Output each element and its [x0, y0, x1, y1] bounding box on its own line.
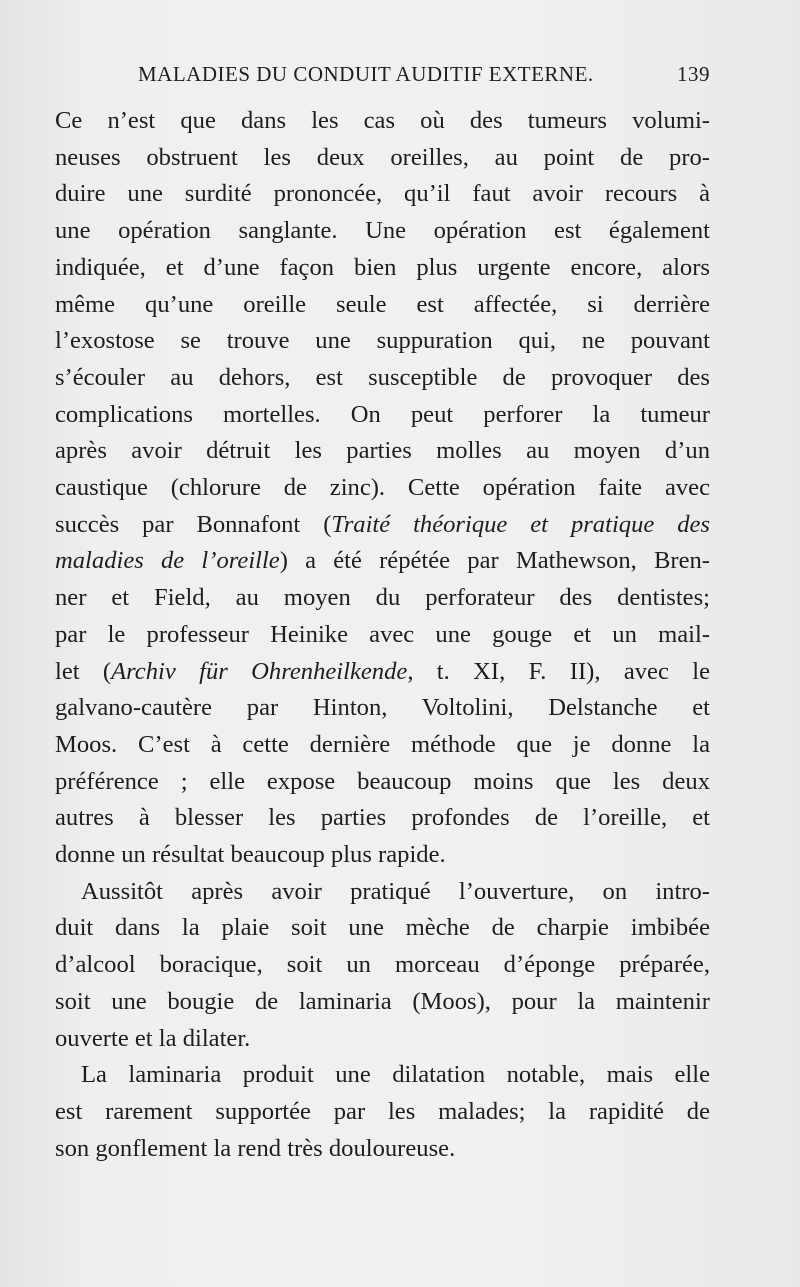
text-line: indiquée, et d’une façon bien plus urgente encore, alors: [55, 253, 710, 281]
text-line: est rarement supportée par les malades; la rapidité de: [55, 1097, 710, 1125]
text-line: La laminaria produit une dilatation notable, mais elle: [81, 1061, 710, 1089]
text-line: [55, 654, 710, 691]
text-line: une opération sanglante. Une opération est également: [55, 217, 710, 245]
text-line: l’exostose se trouve une suppuration qui, ne pouvant: [55, 327, 710, 355]
text-line: préférence ; elle expose beaucoup moins que les deux: [55, 767, 710, 795]
text-line: donne un résultat beaucoup plus rapide.: [55, 841, 446, 869]
italic-title: maladies de l’oreille: [55, 547, 280, 575]
text-line: neuses obstruent les deux oreilles, au point de pro-: [55, 143, 710, 171]
text-line: soit une bougie de laminaria (Moos), pour la maintenir: [55, 987, 710, 1015]
text-fragment: ) a été répétée par Mathewson, Bren-: [279, 547, 710, 575]
text-line: Ce n’est que dans les cas où des tumeurs volumi-: [55, 107, 710, 134]
running-head: [138, 62, 710, 87]
text-line: caustique (chlorure de zinc). Cette opération faite avec: [55, 474, 710, 502]
text-line: après avoir détruit les parties molles au moyen d’un: [55, 437, 710, 465]
body-text: [55, 103, 710, 1167]
text-line: Aussitôt après avoir pratiqué l’ouverture, on intro-: [81, 877, 710, 905]
text-line: complications mortelles. On peut perforer la tumeur: [55, 400, 710, 428]
text-line: [55, 543, 710, 580]
text-line: Moos. C’est à cette dernière méthode que je donne la: [55, 730, 710, 758]
text-line: ouverte et la dilater.: [55, 1024, 251, 1052]
text-line: galvano-cautère par Hinton, Voltolini, Delstanche et: [55, 694, 710, 722]
text-line: duit dans la plaie soit une mèche de charpie imbibée: [55, 914, 710, 942]
text-fragment: , t. XI, F. II), avec le: [407, 657, 710, 685]
text-line: s’écouler au dehors, est susceptible de provoquer des: [55, 363, 710, 391]
text-line: [55, 507, 710, 544]
text-line: duire une surdité prononcée, qu’il faut avoir recours à: [55, 180, 710, 208]
page-number: 139: [677, 62, 710, 86]
italic-title: Traité théorique et pratique des: [331, 510, 710, 538]
text-line: ner et Field, au moyen du perforateur des dentistes;: [55, 584, 710, 612]
text-fragment: succès par Bonnafont (: [55, 510, 332, 538]
text-line: son gonflement la rend très douloureuse.: [55, 1134, 456, 1162]
text-line: même qu’une oreille seule est affectée, si derrière: [55, 290, 710, 318]
chapter-title: MALADIES DU CONDUIT AUDITIF EXTERNE.: [138, 62, 594, 86]
text-line: d’alcool boracique, soit un morceau d’éponge préparée,: [55, 951, 710, 979]
text-line: autres à blesser les parties profondes de l’oreille, et: [55, 804, 710, 832]
text-line: par le professeur Heinike avec une gouge et un mail-: [55, 620, 710, 648]
italic-title: Archiv für Ohrenheilkende: [111, 657, 408, 685]
text-fragment: let (: [55, 657, 112, 685]
